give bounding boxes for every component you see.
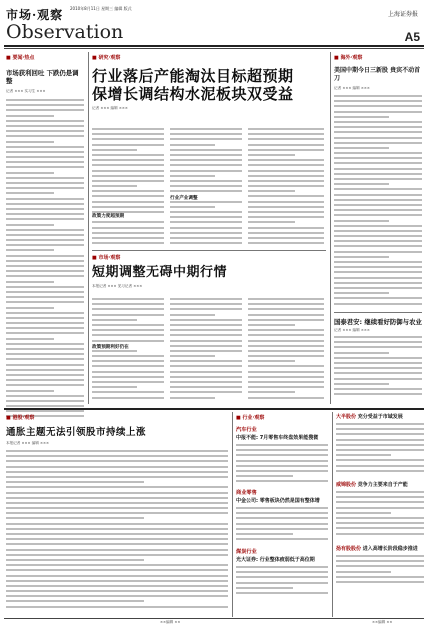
- left-column-body: [6, 99, 84, 429]
- column-divider-right: [330, 52, 331, 404]
- bottom-right-item3-headline: 进入高增长阶段稳步推进: [362, 546, 418, 552]
- bottom-divider-1: [232, 412, 233, 617]
- section-title-en: Observation: [6, 21, 124, 43]
- bottom-mid-item3-body: [236, 566, 328, 602]
- main-story-col-3: [248, 128, 324, 248]
- second-story: [92, 254, 326, 289]
- masthead-rule: [4, 45, 424, 47]
- right-column-body: [334, 95, 422, 309]
- page-divider: [4, 408, 424, 410]
- bottom-mid-item3-headline: 光大证券: 行业整体疲弱低于高位期: [236, 557, 315, 563]
- bottom-mid-item1-headline: 中报不能: 7月零售车终盘效果能搜微: [236, 435, 319, 441]
- bottom-mid-column: [236, 414, 328, 602]
- left-column-headline: 市场获利回吐 下跌仍是调整: [6, 69, 79, 85]
- bottom-mid-item2-label: 商业零售: [236, 490, 257, 496]
- main-story-headline-1: 行业落后产能淘汰目标超预期: [92, 67, 294, 85]
- bottom-right-item2-body: [336, 491, 424, 543]
- right-box-headline: 国泰君安: 继续看好防御与农业: [334, 318, 422, 326]
- bottom-right-item2-label: 威锦股份: [336, 482, 357, 488]
- footer-left: ××编辑 ××: [160, 620, 181, 624]
- bottom-mid-item3-label: 煤炭行业: [236, 549, 257, 555]
- bottom-right-item1-body: [336, 423, 424, 479]
- bottom-mid-item2-headline: 中金公司: 零售板块仍然是国有整体增: [236, 498, 320, 504]
- main-story-subhead-2: 行业产业调整: [170, 195, 242, 201]
- second-story-headline: 短期调整无碍中期行情: [92, 265, 228, 280]
- issue-meta: 2010年8月11日 星期三 编辑 版式: [70, 6, 132, 11]
- second-story-tag: ■ 市场·观察: [92, 254, 326, 261]
- main-story-tag: ■ 研究·观察: [92, 54, 326, 61]
- main-story-col-1: [92, 128, 164, 248]
- bottom-divider-2: [332, 412, 333, 617]
- section-title: 市场·观察: [6, 8, 64, 22]
- second-story-byline: 本报记者 ××× 见习记者 ×××: [92, 284, 143, 288]
- left-column-tag: ■ 要闻·热点: [6, 54, 84, 61]
- second-story-col-2: [170, 298, 242, 404]
- footer-rule: [4, 618, 424, 619]
- bottom-right-item2-headline: 竞争力主要来自于产能: [357, 482, 408, 488]
- bottom-right-item3: [336, 546, 424, 553]
- column-divider: [88, 52, 89, 404]
- main-story-subhead-1: 政策力度超预期: [92, 213, 164, 219]
- right-column-story: [334, 54, 422, 309]
- left-column-story: [6, 54, 84, 429]
- bottom-mid-item2-body: [236, 507, 328, 545]
- main-story: [92, 54, 326, 111]
- right-column-byline: 记者 ××× 编辑 ×××: [334, 86, 370, 90]
- second-story-col-1: [92, 298, 164, 404]
- bottom-right-item3-label: 扬有股股份: [336, 546, 362, 552]
- page-number: A5: [404, 30, 420, 44]
- bottom-left-headline: 通胀主题无法引领股市持续上涨: [6, 427, 147, 438]
- bottom-right-item3-body: [336, 555, 424, 589]
- second-story-subhead: 政策预期利好仍在: [92, 344, 164, 350]
- right-box-byline: 记者 ××× 编辑 ×××: [334, 328, 370, 332]
- bottom-mid-tag: ■ 行业·观察: [236, 414, 328, 421]
- masthead: [0, 0, 428, 47]
- main-story-bottom-rule: [92, 250, 326, 251]
- bottom-right-item1: [336, 414, 424, 421]
- right-column-box: [334, 318, 422, 400]
- bottom-right-item1-label: 大半股份: [336, 414, 357, 420]
- masthead-rule-thin: [4, 48, 424, 49]
- bottom-mid-item1-label: 汽车行业: [236, 427, 257, 433]
- main-story-col-2: [170, 128, 242, 248]
- left-column-byline: 记者 ××× 实习生 ×××: [6, 89, 46, 93]
- bottom-left-tag: ■ 港股·观察: [6, 414, 228, 421]
- right-box-body: [334, 336, 422, 400]
- bottom-right-item2: [336, 482, 424, 489]
- bottom-left-story: [6, 414, 228, 446]
- main-story-byline: 记者 ××× 编辑 ×××: [92, 106, 128, 110]
- bottom-mid-item1-body: [236, 444, 328, 486]
- second-story-col-3: [248, 298, 324, 404]
- right-column-headline: 美国中期今日三新股 贵宾不动首刀: [334, 67, 421, 82]
- right-column-rule: [334, 312, 422, 313]
- bottom-left-body: [6, 450, 228, 615]
- paper-name: 上海证券报: [387, 11, 418, 18]
- right-column-tag: ■ 海外·观察: [334, 54, 422, 61]
- main-story-headline-2: 保增长调结构水泥板块双受益: [92, 85, 294, 103]
- bottom-left-byline: 本报记者 ××× 编辑 ×××: [6, 441, 50, 445]
- footer-right: ××编辑 ××: [372, 620, 393, 624]
- bottom-right-item1-headline: 充分受益于市域发展: [357, 414, 403, 420]
- bottom-right-column: [336, 414, 424, 589]
